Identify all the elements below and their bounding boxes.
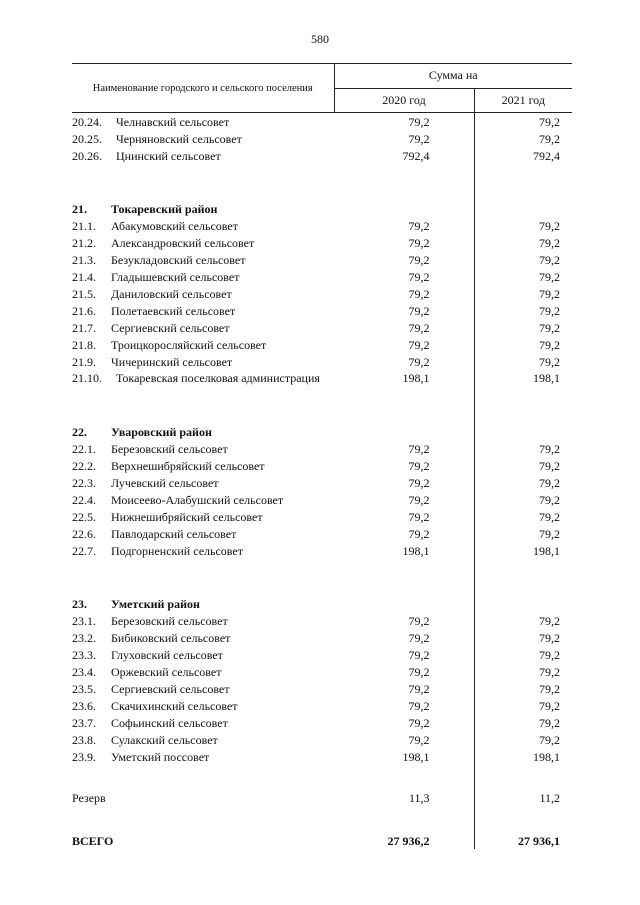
settlement-name: Сергиевский сельсовет bbox=[111, 681, 230, 696]
table-row bbox=[72, 714, 572, 731]
settlement-name-cell bbox=[72, 319, 334, 336]
amount-2021: 79,2 bbox=[539, 320, 561, 335]
amount-2021-cell bbox=[474, 234, 572, 251]
amount-2021: 792,4 bbox=[533, 148, 561, 163]
row-number: 21.7. bbox=[72, 320, 96, 335]
settlement-name: Гладышевский сельсовет bbox=[111, 269, 240, 284]
row-number: 21.8. bbox=[72, 337, 96, 352]
amount-2021-cell bbox=[474, 731, 572, 748]
settlement-name-cell bbox=[72, 542, 334, 559]
table-row bbox=[72, 268, 572, 285]
amount-2020: 198,1 bbox=[402, 543, 430, 558]
amount-2021: 198,1 bbox=[533, 370, 561, 385]
amount-2020-cell bbox=[334, 147, 474, 164]
settlement-name: Скачихинский сельсовет bbox=[111, 698, 238, 713]
amount-2021: 79,2 bbox=[539, 526, 561, 541]
amount-2020: 792,4 bbox=[402, 148, 430, 163]
settlement-name-cell bbox=[72, 268, 334, 285]
allocation-table-wrapper bbox=[72, 63, 572, 849]
amount-2021: 79,2 bbox=[539, 269, 561, 284]
settlement-name: Березовский сельсовет bbox=[111, 441, 228, 456]
amount-2021-cell bbox=[474, 319, 572, 336]
amount-2020: 79,2 bbox=[408, 114, 430, 129]
spacer-row bbox=[72, 806, 572, 823]
spacer-row bbox=[72, 387, 572, 404]
settlement-name: Троицкоросляйский сельсовет bbox=[111, 337, 267, 352]
settlement-name-cell bbox=[72, 612, 334, 629]
settlement-name: Черняновский сельсовет bbox=[116, 131, 242, 146]
settlement-name-cell bbox=[72, 748, 334, 765]
amount-2021: 79,2 bbox=[539, 664, 561, 679]
settlement-name-cell bbox=[72, 823, 334, 849]
table-row bbox=[72, 336, 572, 353]
amount-2020-cell bbox=[334, 370, 474, 387]
table-row bbox=[72, 508, 572, 525]
total-row bbox=[72, 823, 572, 849]
settlement-name-cell bbox=[72, 525, 334, 542]
settlement-name-cell bbox=[72, 113, 334, 130]
amount-2020: 79,2 bbox=[408, 509, 430, 524]
settlement-name: Глуховский сельсовет bbox=[111, 647, 223, 662]
amount-2021-cell bbox=[474, 181, 572, 217]
amount-2021-cell bbox=[474, 457, 572, 474]
settlement-name-cell bbox=[72, 370, 334, 387]
amount-2021-cell bbox=[474, 508, 572, 525]
table-row bbox=[72, 612, 572, 629]
amount-2020: 79,2 bbox=[408, 664, 430, 679]
table-row bbox=[72, 697, 572, 714]
amount-2020-cell bbox=[334, 217, 474, 234]
amount-2021-cell bbox=[474, 113, 572, 130]
table-row bbox=[72, 285, 572, 302]
amount-2021-cell bbox=[474, 612, 572, 629]
table-row bbox=[72, 302, 572, 319]
table-row bbox=[72, 542, 572, 559]
district-heading-row bbox=[72, 181, 572, 217]
settlement-name: Уметский район bbox=[111, 596, 200, 611]
header-sum-column: Сумма на bbox=[334, 64, 572, 89]
amount-2020-cell bbox=[334, 663, 474, 680]
spacer-row bbox=[72, 164, 572, 181]
row-number: 20.24. bbox=[72, 114, 102, 129]
amount-2020: 79,2 bbox=[408, 715, 430, 730]
amount-2020-cell bbox=[334, 646, 474, 663]
page-number: 580 bbox=[311, 32, 329, 46]
settlement-name: Резерв bbox=[72, 790, 106, 805]
amount-2020-cell bbox=[334, 782, 474, 806]
row-number: 21.3. bbox=[72, 252, 96, 267]
amount-2020-cell bbox=[334, 629, 474, 646]
amount-2020-cell bbox=[334, 508, 474, 525]
settlement-name: Подгорненский сельсовет bbox=[111, 543, 243, 558]
table-row bbox=[72, 457, 572, 474]
amount-2020-cell bbox=[334, 404, 474, 440]
table-row bbox=[72, 440, 572, 457]
amount-2021-cell bbox=[474, 663, 572, 680]
row-number: 22.5. bbox=[72, 509, 96, 524]
amount-2020-cell bbox=[334, 251, 474, 268]
amount-2020-cell bbox=[334, 474, 474, 491]
table-row bbox=[72, 680, 572, 697]
amount-2021-cell bbox=[474, 302, 572, 319]
amount-2020: 79,2 bbox=[408, 337, 430, 352]
amount-2020: 79,2 bbox=[408, 441, 430, 456]
settlement-name-cell bbox=[72, 251, 334, 268]
settlement-name: Софьинский сельсовет bbox=[111, 715, 228, 730]
settlement-name-cell bbox=[72, 731, 334, 748]
amount-2021-cell bbox=[474, 268, 572, 285]
amount-2021: 79,2 bbox=[539, 218, 561, 233]
row-number: 23.5. bbox=[72, 681, 96, 696]
amount-2021-cell bbox=[474, 576, 572, 612]
amount-2021-cell bbox=[474, 217, 572, 234]
amount-2020-cell bbox=[334, 181, 474, 217]
settlement-name-cell bbox=[72, 234, 334, 251]
table-row bbox=[72, 130, 572, 147]
row-number: 21.10. bbox=[72, 370, 102, 385]
amount-2020: 79,2 bbox=[408, 354, 430, 369]
amount-2020-cell bbox=[334, 234, 474, 251]
settlement-name: Бибиковский сельсовет bbox=[111, 630, 231, 645]
table-row bbox=[72, 370, 572, 387]
settlement-name-cell bbox=[72, 646, 334, 663]
settlement-name: Березовский сельсовет bbox=[111, 613, 228, 628]
amount-2021: 11,2 bbox=[539, 790, 561, 805]
settlement-name-cell bbox=[72, 576, 334, 612]
amount-2021: 79,2 bbox=[539, 286, 561, 301]
settlement-name-cell bbox=[72, 629, 334, 646]
amount-2021-cell bbox=[474, 404, 572, 440]
settlement-name-cell bbox=[72, 457, 334, 474]
row-number: 21.6. bbox=[72, 303, 96, 318]
amount-2020: 79,2 bbox=[408, 681, 430, 696]
settlement-name: Оржевский сельсовет bbox=[111, 664, 222, 679]
amount-2021: 79,2 bbox=[539, 613, 561, 628]
row-number: 21.2. bbox=[72, 235, 96, 250]
settlement-name: Абакумовский сельсовет bbox=[111, 218, 238, 233]
settlement-name-cell bbox=[72, 508, 334, 525]
spacer-row bbox=[72, 765, 572, 782]
header-year-2020: 2020 год bbox=[334, 88, 474, 113]
settlement-name: Цнинский сельсовет bbox=[116, 148, 221, 163]
settlement-name-cell bbox=[72, 440, 334, 457]
amount-2021-cell bbox=[474, 353, 572, 370]
row-number: 22.1. bbox=[72, 441, 96, 456]
settlement-name: Полетаевский сельсовет bbox=[111, 303, 236, 318]
amount-2020: 79,2 bbox=[408, 458, 430, 473]
header-name-column: Наименование городского и сельского поселения bbox=[72, 64, 334, 113]
settlement-name-cell bbox=[72, 217, 334, 234]
amount-2020: 79,2 bbox=[408, 269, 430, 284]
amount-2021-cell bbox=[474, 491, 572, 508]
amount-2020-cell bbox=[334, 457, 474, 474]
amount-2020-cell bbox=[334, 268, 474, 285]
amount-2020-cell bbox=[334, 336, 474, 353]
amount-2020: 27 936,2 bbox=[387, 833, 430, 848]
table-row bbox=[72, 251, 572, 268]
amount-2021-cell bbox=[474, 525, 572, 542]
amount-2020-cell bbox=[334, 680, 474, 697]
amount-2020-cell bbox=[334, 823, 474, 849]
amount-2020: 79,2 bbox=[408, 252, 430, 267]
amount-2021-cell bbox=[474, 251, 572, 268]
amount-2021-cell bbox=[474, 680, 572, 697]
amount-2020: 79,2 bbox=[408, 131, 430, 146]
row-number: 23.3. bbox=[72, 647, 96, 662]
row-number: 23.7. bbox=[72, 715, 96, 730]
amount-2021: 79,2 bbox=[539, 131, 561, 146]
amount-2020: 79,2 bbox=[408, 630, 430, 645]
table-body bbox=[72, 113, 572, 849]
settlement-name-cell bbox=[72, 404, 334, 440]
amount-2021: 79,2 bbox=[539, 647, 561, 662]
amount-2021-cell bbox=[474, 147, 572, 164]
row-number: 21.4. bbox=[72, 269, 96, 284]
settlement-name: Александровский сельсовет bbox=[111, 235, 255, 250]
settlement-name-cell bbox=[72, 697, 334, 714]
row-number: 21.9. bbox=[72, 354, 96, 369]
amount-2021: 79,2 bbox=[539, 458, 561, 473]
amount-2021: 79,2 bbox=[539, 715, 561, 730]
row-number: 22.7. bbox=[72, 543, 96, 558]
settlement-name-cell bbox=[72, 130, 334, 147]
amount-2021: 79,2 bbox=[539, 441, 561, 456]
settlement-name: Павлодарский сельсовет bbox=[111, 526, 237, 541]
amount-2021: 79,2 bbox=[539, 681, 561, 696]
amount-2020: 198,1 bbox=[402, 370, 430, 385]
amount-2021-cell bbox=[474, 748, 572, 765]
amount-2020-cell bbox=[334, 302, 474, 319]
amount-2021: 79,2 bbox=[539, 698, 561, 713]
amount-2021: 79,2 bbox=[539, 114, 561, 129]
table-row bbox=[72, 113, 572, 130]
amount-2020: 79,2 bbox=[408, 286, 430, 301]
settlement-name-cell bbox=[72, 147, 334, 164]
settlement-name: Уметский поссовет bbox=[111, 749, 210, 764]
row-number: 23. bbox=[72, 596, 87, 611]
settlement-name: Нижнешибряйский сельсовет bbox=[111, 509, 263, 524]
settlement-name-cell bbox=[72, 353, 334, 370]
amount-2020-cell bbox=[334, 319, 474, 336]
amount-2021-cell bbox=[474, 714, 572, 731]
district-heading-row bbox=[72, 576, 572, 612]
row-number: 23.4. bbox=[72, 664, 96, 679]
district-heading-row bbox=[72, 404, 572, 440]
amount-2020-cell bbox=[334, 113, 474, 130]
amount-2020: 79,2 bbox=[408, 526, 430, 541]
amount-2020-cell bbox=[334, 612, 474, 629]
amount-2020: 198,1 bbox=[402, 749, 430, 764]
amount-2020-cell bbox=[334, 731, 474, 748]
amount-2021: 79,2 bbox=[539, 337, 561, 352]
table-row bbox=[72, 731, 572, 748]
settlement-name: Верхнешибряйский сельсовет bbox=[111, 458, 265, 473]
settlement-name: Токаревский район bbox=[111, 201, 218, 216]
amount-2020-cell bbox=[334, 748, 474, 765]
row-number: 23.8. bbox=[72, 732, 96, 747]
table-row bbox=[72, 474, 572, 491]
settlement-name-cell bbox=[72, 782, 334, 806]
row-number: 22.6. bbox=[72, 526, 96, 541]
row-number: 22.2. bbox=[72, 458, 96, 473]
amount-2020: 79,2 bbox=[408, 218, 430, 233]
amount-2021-cell bbox=[474, 542, 572, 559]
amount-2020: 79,2 bbox=[408, 647, 430, 662]
amount-2020: 11,3 bbox=[408, 790, 430, 805]
amount-2020: 79,2 bbox=[408, 235, 430, 250]
amount-2020-cell bbox=[334, 542, 474, 559]
settlement-name: Челнавский сельсовет bbox=[116, 114, 230, 129]
amount-2021: 79,2 bbox=[539, 354, 561, 369]
amount-2021-cell bbox=[474, 697, 572, 714]
row-number: 20.26. bbox=[72, 148, 102, 163]
amount-2020: 79,2 bbox=[408, 320, 430, 335]
amount-2020: 79,2 bbox=[408, 732, 430, 747]
settlement-name-cell bbox=[72, 663, 334, 680]
settlement-name: Моисеево-Алабушский сельсовет bbox=[111, 492, 284, 507]
amount-2020-cell bbox=[334, 697, 474, 714]
settlement-name: Сергиевский сельсовет bbox=[111, 320, 230, 335]
table-row bbox=[72, 217, 572, 234]
settlement-name-cell bbox=[72, 491, 334, 508]
settlement-name: Лучевский сельсовет bbox=[111, 475, 219, 490]
settlement-name: Токаревская поселковая администрация bbox=[116, 370, 320, 385]
amount-2021-cell bbox=[474, 336, 572, 353]
row-number: 21.1. bbox=[72, 218, 96, 233]
header-year-2021: 2021 год bbox=[474, 88, 572, 113]
row-number: 22.4. bbox=[72, 492, 96, 507]
row-number: 21.5. bbox=[72, 286, 96, 301]
amount-2020-cell bbox=[334, 440, 474, 457]
settlement-name: ВСЕГО bbox=[72, 833, 114, 848]
amount-2020-cell bbox=[334, 491, 474, 508]
amount-2021: 79,2 bbox=[539, 509, 561, 524]
row-number: 21. bbox=[72, 201, 87, 216]
settlement-name-cell bbox=[72, 181, 334, 217]
settlement-name-cell bbox=[72, 680, 334, 697]
row-number: 23.1. bbox=[72, 613, 96, 628]
reserve-row bbox=[72, 782, 572, 806]
table-row bbox=[72, 748, 572, 765]
row-number: 20.25. bbox=[72, 131, 102, 146]
amount-2021: 79,2 bbox=[539, 303, 561, 318]
settlement-name-cell bbox=[72, 714, 334, 731]
amount-2021-cell bbox=[474, 370, 572, 387]
amount-2021: 79,2 bbox=[539, 252, 561, 267]
settlement-name-cell bbox=[72, 474, 334, 491]
settlement-name: Даниловский сельсовет bbox=[111, 286, 232, 301]
amount-2020: 79,2 bbox=[408, 492, 430, 507]
settlement-name: Чичеринский сельсовет bbox=[111, 354, 233, 369]
amount-2021-cell bbox=[474, 285, 572, 302]
table-row bbox=[72, 525, 572, 542]
amount-2021: 27 936,1 bbox=[518, 833, 561, 848]
amount-2021-cell bbox=[474, 823, 572, 849]
amount-2020: 79,2 bbox=[408, 613, 430, 628]
settlement-name: Безукладовский сельсовет bbox=[111, 252, 246, 267]
table-row bbox=[72, 234, 572, 251]
table-row bbox=[72, 353, 572, 370]
amount-2020: 79,2 bbox=[408, 475, 430, 490]
amount-2021: 79,2 bbox=[539, 235, 561, 250]
table-row bbox=[72, 629, 572, 646]
table-row bbox=[72, 319, 572, 336]
row-number: 23.2. bbox=[72, 630, 96, 645]
amount-2020-cell bbox=[334, 714, 474, 731]
table-row bbox=[72, 663, 572, 680]
amount-2021-cell bbox=[474, 629, 572, 646]
amount-2021-cell bbox=[474, 440, 572, 457]
allocation-table bbox=[72, 63, 572, 849]
amount-2020-cell bbox=[334, 525, 474, 542]
amount-2020: 79,2 bbox=[408, 698, 430, 713]
table-row bbox=[72, 491, 572, 508]
settlement-name: Сулакский сельсовет bbox=[111, 732, 218, 747]
amount-2021: 79,2 bbox=[539, 475, 561, 490]
amount-2021: 79,2 bbox=[539, 732, 561, 747]
amount-2021-cell bbox=[474, 646, 572, 663]
amount-2020-cell bbox=[334, 353, 474, 370]
table-row bbox=[72, 646, 572, 663]
amount-2021: 198,1 bbox=[533, 543, 561, 558]
amount-2021-cell bbox=[474, 130, 572, 147]
settlement-name-cell bbox=[72, 302, 334, 319]
amount-2021: 79,2 bbox=[539, 630, 561, 645]
row-number: 23.6. bbox=[72, 698, 96, 713]
amount-2020-cell bbox=[334, 285, 474, 302]
amount-2021: 79,2 bbox=[539, 492, 561, 507]
settlement-name-cell bbox=[72, 285, 334, 302]
amount-2021: 198,1 bbox=[533, 749, 561, 764]
row-number: 23.9. bbox=[72, 749, 96, 764]
amount-2021-cell bbox=[474, 474, 572, 491]
spacer-row bbox=[72, 559, 572, 576]
amount-2021-cell bbox=[474, 782, 572, 806]
settlement-name-cell bbox=[72, 336, 334, 353]
amount-2020: 79,2 bbox=[408, 303, 430, 318]
amount-2020-cell bbox=[334, 576, 474, 612]
settlement-name: Уваровский район bbox=[111, 424, 212, 439]
row-number: 22. bbox=[72, 424, 87, 439]
row-number: 22.3. bbox=[72, 475, 96, 490]
amount-2020-cell bbox=[334, 130, 474, 147]
table-row bbox=[72, 147, 572, 164]
